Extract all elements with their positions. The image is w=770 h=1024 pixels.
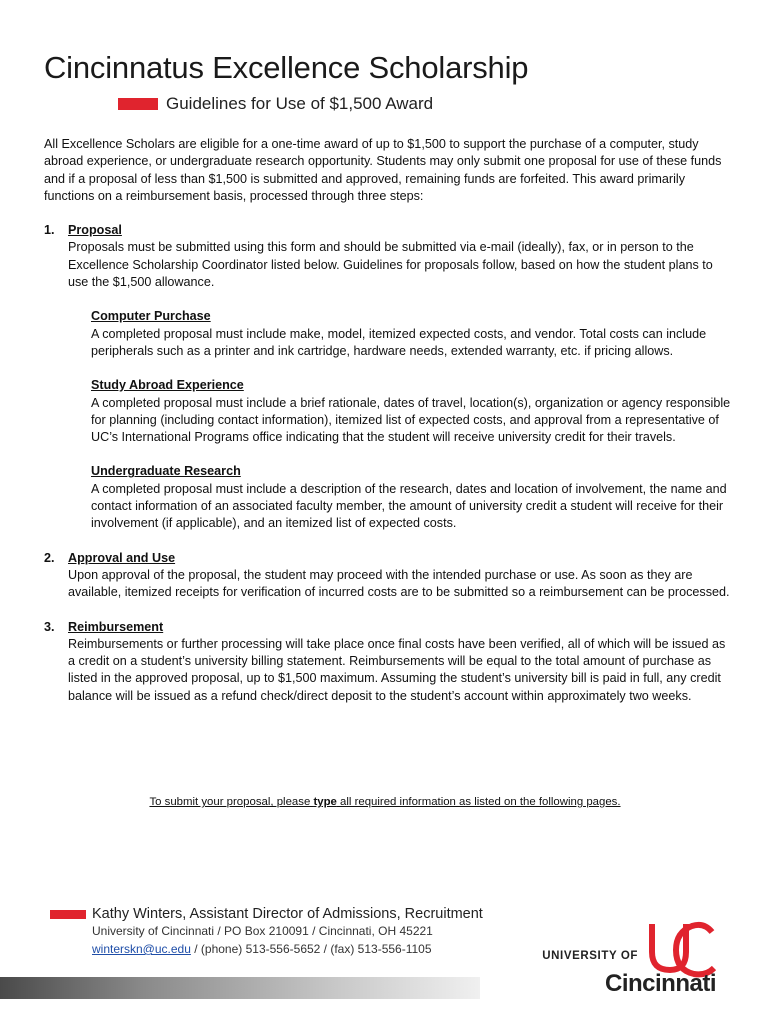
subsection-text: A completed proposal must include a brief rationale, dates of travel, location(s), organization or agency responsible for planning (including contact information), itemized list of expected costs, and approval from a representative of UC’s International Programs office indicating that the student will receive university credit for their travels. [91,395,731,445]
subsection-computer [91,308,734,360]
step-number: 3. [44,619,55,634]
step-number: 1. [44,223,55,238]
step-text: Reimbursements or further processing will take place once final costs have been verified, all of which will be issued as a credit on a student’s university billing statement. Reimbursements will be equal to the total amount of purchase as listed in the approved proposal, up to $1,500 maximum. Assuming the student’s university bill is paid in full, any credit balance will be issued as a refund check/direct deposit to the student’s account within approximately two weeks. [68,636,726,703]
contact-phones: / (phone) 513-556-5652 / (fax) 513-556-1105 [190,942,432,956]
document-body [44,136,734,722]
subsection-research [91,463,734,532]
uc-logo [536,918,716,1002]
submit-instruction: To submit your proposal, please type all required information as listed on the following pages. [149,796,621,808]
subsection-text: A completed proposal must include a description of the research, dates and location of involvement, the name and contact information of an associated faculty member, the amount of university credit a student will receive for their involvement (if applicable), and an itemized list of expected costs. [91,481,727,531]
subsection-heading: Undergraduate Research [91,464,241,479]
step-proposal [44,222,734,532]
intro-paragraph: All Excellence Scholars are eligible for a one-time award of up to $1,500 to support the purchase of a computer, study abroad experience, or undergraduate research opportunity. Students may only submit one proposal for use of these funds and if a proposal of less than $1,500 is submitted and approved, remaining funds are forfeited. This award primarily functions on a reimbursement basis, processed through three steps: [44,137,722,203]
logo-line1: UNIVERSITY OF [542,950,638,962]
subsection-study-abroad [91,377,734,446]
step-text: Upon approval of the proposal, the student may proceed with the intended purchase or use. As soon as they are available, itemized receipts for verification of incurred costs are to be submitted so a reimbursement can be processed. [68,567,730,600]
contact-block [50,906,483,958]
step-number: 2. [44,550,55,565]
contact-email-link[interactable]: winterskn@uc.edu [92,942,191,956]
uc-monogram-icon [646,918,716,978]
contact-details [92,940,483,958]
step-reimbursement [44,619,734,705]
accent-bar [50,910,86,919]
subtitle-row [118,94,433,114]
footer-gradient-bar [0,977,480,999]
step-approval [44,550,734,602]
contact-name: Kathy Winters, Assistant Director of Admissions, Recruitment [92,906,483,922]
step-heading: Approval and Use [68,550,176,565]
page-title: Cincinnatus Excellence Scholarship [44,50,529,85]
contact-address: University of Cincinnati / PO Box 210091 / Cincinnati, OH 45221 [92,924,433,938]
page-subtitle: Guidelines for Use of $1,500 Award [166,94,434,113]
subsection-heading: Study Abroad Experience [91,378,244,393]
step-text: Proposals must be submitted using this form and should be submitted via e-mail (ideally), fax, or in person to the Excellence Scholarship Coordinator listed below. Guidelines for proposals follow, based on how the student plans to use the $1,500 allowance. [68,240,713,290]
step-heading: Reimbursement [68,619,164,634]
subsection-heading: Computer Purchase [91,309,211,324]
submit-emphasis: type [313,796,337,808]
accent-bar [118,98,158,110]
subsection-text: A completed proposal must include make, model, itemized expected costs, and vendor. Total costs can include peripherals such as a printer and ink cartridge, hardware needs, extended warranty, etc. if pricing allows. [91,326,707,358]
logo-line2: Cincinnati [604,970,716,997]
step-heading: Proposal [68,223,122,238]
